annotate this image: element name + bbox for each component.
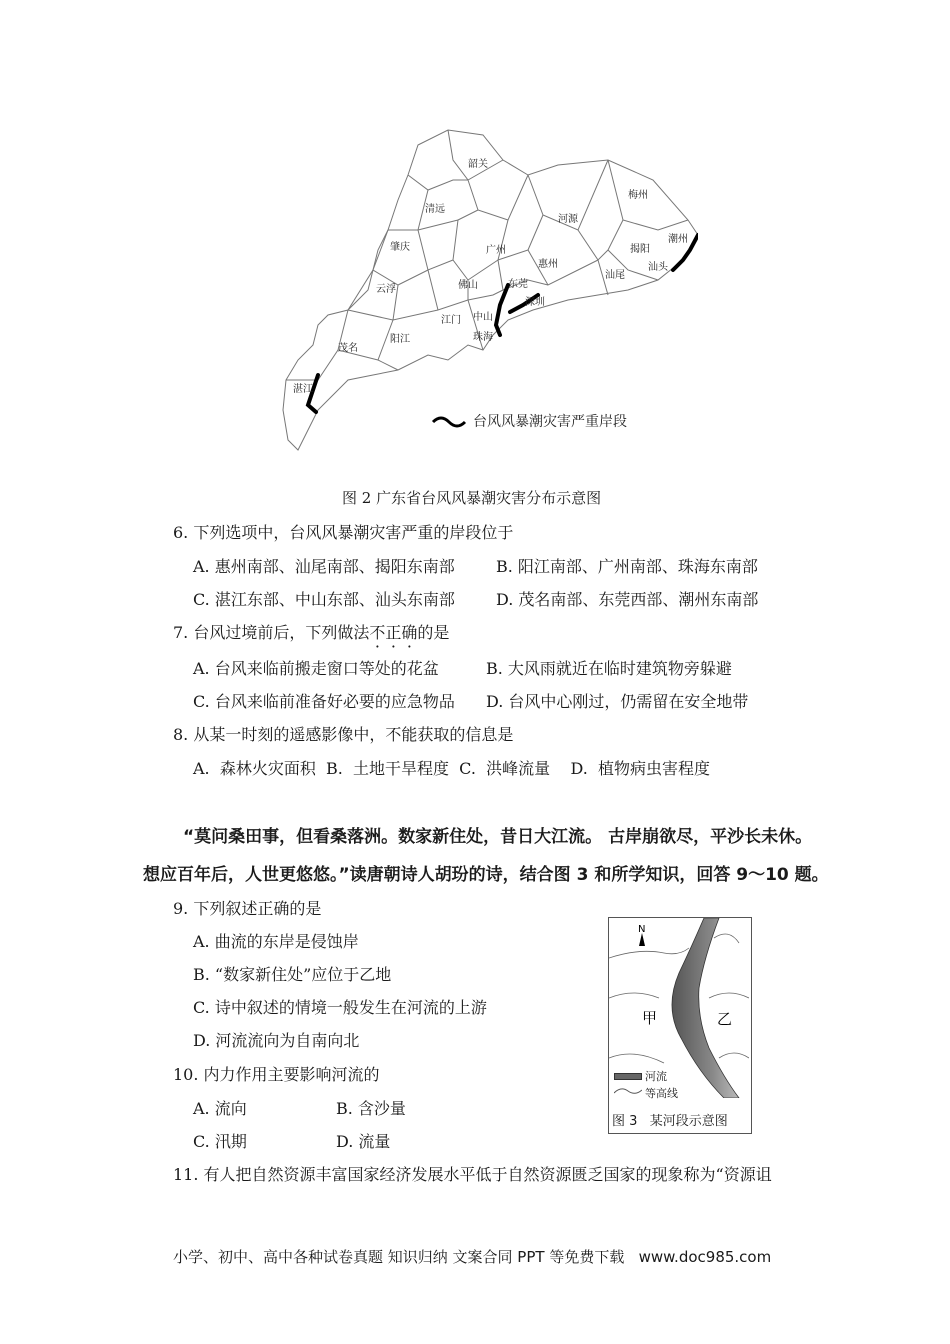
map-city: 汕尾: [605, 270, 625, 281]
q8-options: A. 森林火灾面积 B. 土地干旱程度 C. 洪峰流量 D. 植物病虫害程度: [193, 759, 710, 778]
q6-option-d: D. 茂名南部、东莞西部、潮州东南部: [496, 590, 759, 609]
contour-line: [609, 1054, 664, 1063]
figure2-caption: 图 2 广东省台风风暴潮灾害分布示意图: [342, 489, 602, 507]
map-city: 云浮: [376, 284, 396, 295]
legend-river-icon: [614, 1073, 642, 1080]
q9-option-d: D. 河流流向为自南向北: [193, 1031, 360, 1050]
footer: 小学、初中、高中各种试卷真题 知识归纳 文案合同 PPT 等免费下载 www.doc985.com: [173, 1248, 772, 1266]
q6-option-a: A. 惠州南部、汕尾南部、揭阳东南部: [193, 557, 455, 576]
contour-line: [609, 993, 659, 998]
map-city: 汕头: [648, 262, 668, 273]
map-city: 惠州: [538, 259, 558, 270]
q7-option-b: B. 大风雨就近在临时建筑物旁躲避: [486, 659, 732, 678]
map-city: 茂名: [338, 343, 358, 354]
map-city: 广州: [486, 245, 506, 256]
label-jia: 甲: [642, 1009, 658, 1027]
contour-line: [719, 1053, 749, 1058]
contour-line: [709, 993, 749, 998]
q7-option-a: A. 台风来临前搬走窗口等处的花盆: [193, 659, 439, 678]
legend-contour-label: 等高线: [645, 1087, 678, 1100]
q10-option-c: C. 汛期: [193, 1132, 247, 1151]
river: [672, 918, 739, 1098]
map-city: 佛山: [458, 280, 478, 291]
province-outline: [283, 130, 698, 450]
map-city: 潮州: [668, 234, 688, 245]
legend-line-icon: [433, 418, 465, 426]
q11-stem: 11. 有人把自然资源丰富国家经济发展水平低于自然资源匮乏国家的现象称为“资源诅: [173, 1165, 772, 1184]
contour-line: [609, 948, 689, 958]
map-city: 江门: [441, 315, 461, 326]
q10-option-a: A. 流向: [193, 1099, 247, 1118]
legend-contour-icon: [614, 1086, 642, 1096]
map-city: 中山: [473, 312, 493, 323]
legend-river-label: 河流: [645, 1070, 667, 1083]
map-city: 揭阳: [630, 244, 650, 255]
map-city: 深圳: [525, 297, 545, 308]
q6-option-b: B. 阳江南部、广州南部、珠海东南部: [496, 557, 758, 576]
map-city: 梅州: [628, 190, 648, 201]
q10-stem: 10. 内力作用主要影响河流的: [173, 1065, 380, 1084]
severe-coast-segments: [308, 235, 698, 412]
map-city: 肇庆: [390, 242, 410, 253]
q9-option-b: B. “数家新住处”应位于乙地: [193, 965, 392, 984]
poem-line-1: “莫问桑田事，但看桑落洲。数家新住处，昔日大江流。 古岸崩欲尽，平沙长未休。: [183, 827, 813, 847]
label-yi: 乙: [717, 1010, 733, 1028]
north-label: N: [638, 924, 646, 935]
guangdong-map: [278, 120, 698, 460]
q6-stem: 6. 下列选项中，台风风暴潮灾害严重的岸段位于: [173, 523, 514, 542]
map-city: 河源: [558, 214, 578, 225]
map-city: 清远: [425, 204, 445, 215]
q9-option-c: C. 诗中叙述的情境一般发生在河流的上游: [193, 998, 487, 1017]
map-city: 湛江: [293, 384, 313, 395]
q7-stem: 7. 台风过境前后，下列做法不正确的是: [173, 623, 450, 642]
q7-option-c: C. 台风来临前准备好必要的应急物品: [193, 692, 455, 711]
map-city: 珠海: [473, 332, 493, 343]
q9-option-a: A. 曲流的东岸是侵蚀岸: [193, 932, 359, 951]
contour-line: [714, 934, 739, 943]
map-city: 东莞: [508, 279, 528, 290]
q10-option-d: D. 流量: [336, 1132, 391, 1151]
q6-option-c: C. 湛江东部、中山东部、汕头东南部: [193, 590, 455, 609]
river-diagram: [609, 918, 749, 1098]
q8-stem: 8. 从某一时刻的遥感影像中，不能获取的信息是: [173, 725, 514, 744]
q9-stem: 9. 下列叙述正确的是: [173, 899, 322, 918]
q7-option-d: D. 台风中心刚过，仍需留在安全地带: [486, 692, 749, 711]
map-city: 韶关: [468, 159, 488, 170]
q10-option-b: B. 含沙量: [336, 1099, 406, 1118]
figure3-caption: 图 3 某河段示意图: [612, 1114, 728, 1129]
map-city: 阳江: [390, 334, 410, 345]
poem-line-2: 想应百年后，人世更悠悠。”读唐朝诗人胡玢的诗，结合图 3 和所学知识，回答 9～10 题。: [143, 865, 829, 885]
map-legend-label: 台风风暴潮灾害严重岸段: [473, 414, 627, 430]
